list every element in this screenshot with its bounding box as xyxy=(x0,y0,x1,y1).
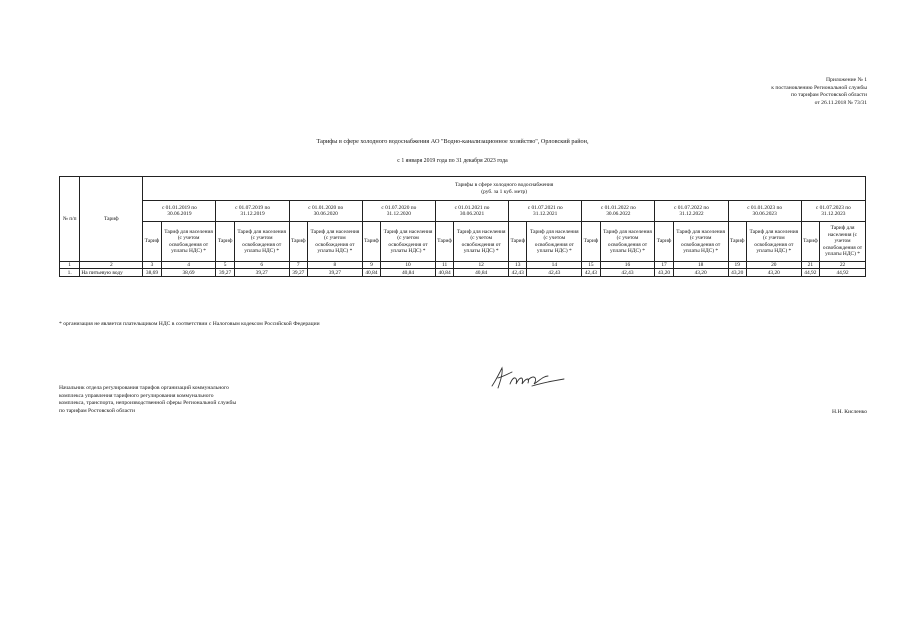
subheader-population-tariff: Тариф для населения (с учетом освобождения от уплаты НДС) * xyxy=(381,222,436,262)
tariff-value: 42,43 xyxy=(582,269,600,277)
tariff-value: 42,43 xyxy=(509,269,527,277)
subheader-tariff: Тариф xyxy=(509,222,527,262)
subheader-population-tariff: Тариф для населения (с учетом освобождения от уплаты НДС) * xyxy=(673,222,728,262)
tariff-value: 44,92 xyxy=(801,269,819,277)
tariff-value: 40,84 xyxy=(362,269,380,277)
column-number: 4 xyxy=(161,262,216,269)
table-header-subcolumns xyxy=(60,222,866,262)
period-end: 30.06.2023 xyxy=(752,211,777,217)
footer-line-1: Начальник отдела регулирования тарифов организаций коммунального xyxy=(59,385,229,391)
column-number: 6 xyxy=(234,262,289,269)
period-start: с 01.01.2022 по xyxy=(600,204,636,211)
row-num: 1. xyxy=(60,269,80,277)
period-header xyxy=(728,201,801,222)
period-header xyxy=(655,201,728,222)
subheader-tariff: Тариф xyxy=(801,222,819,262)
column-number: 12 xyxy=(454,262,509,269)
header-num: № п/п xyxy=(60,177,80,262)
annex-line-4: от 26.11.2018 № 73/31 xyxy=(814,99,867,106)
tariff-table xyxy=(59,176,866,277)
tariff-value: 40,84 xyxy=(454,269,509,277)
subheader-population-tariff: Тариф для населения (с учетом освобождения от уплаты НДС) * xyxy=(527,222,582,262)
table-row xyxy=(60,269,866,277)
tariff-value: 43,20 xyxy=(728,269,746,277)
tariff-value: 43,20 xyxy=(655,269,673,277)
column-number: 11 xyxy=(435,262,453,269)
tariff-value: 43,20 xyxy=(673,269,728,277)
column-number: 10 xyxy=(381,262,436,269)
column-number: 17 xyxy=(655,262,673,269)
period-start: с 01.01.2023 по xyxy=(747,204,783,211)
period-start: с 01.01.2020 по xyxy=(308,204,344,211)
period-header xyxy=(582,201,655,222)
column-number: 3 xyxy=(143,262,161,269)
period-end: 31.12.2020 xyxy=(386,211,411,217)
period-end: 31.12.2019 xyxy=(240,211,265,217)
subheader-population-tariff: Тариф для населения (с учетом освобождения от уплаты НДС) * xyxy=(234,222,289,262)
subheader-tariff: Тариф xyxy=(216,222,234,262)
column-number: 21 xyxy=(801,262,819,269)
column-number: 13 xyxy=(509,262,527,269)
period-start: с 01.01.2021 по xyxy=(454,204,490,211)
subheader-tariff: Тариф xyxy=(728,222,746,262)
subheader-population-tariff: Тариф для населения (с учетом освобождения от уплаты НДС) * xyxy=(307,222,362,262)
signer-name: Н.Н. Кисленко xyxy=(832,409,867,415)
footer-line-4: по тарифам Ростовской области xyxy=(59,407,135,414)
footer-line-3: комплекса, транспорта, непроизводственной сферы Региональной службы xyxy=(59,400,237,407)
document-period: с 1 января 2019 года по 31 декабря 2023 года xyxy=(397,158,508,164)
subheader-population-tariff: Тариф для населения (с учетом освобождения от уплаты НДС) * xyxy=(820,222,866,262)
column-number: 7 xyxy=(289,262,307,269)
period-header xyxy=(509,201,582,222)
subheader-population-tariff: Тариф для населения (с учетом освобождения от уплаты НДС) * xyxy=(746,222,801,262)
tariff-value: 40,84 xyxy=(381,269,436,277)
column-number: 1 xyxy=(60,262,80,269)
vat-note: * организация не является плательщиком НДС в соответствии с Налоговым кодексом Российской Федерации xyxy=(59,321,320,327)
period-end: 30.06.2022 xyxy=(606,211,631,217)
table-header-row-1 xyxy=(60,177,866,201)
table-numbering-row xyxy=(60,262,866,269)
column-number: 8 xyxy=(307,262,362,269)
tariff-value: 38,69 xyxy=(143,269,161,277)
period-header xyxy=(143,201,216,222)
column-number: 22 xyxy=(820,262,866,269)
period-end: 31.12.2023 xyxy=(821,211,846,217)
header-group-line-1: Тарифы в сфере холодного водоснабжения xyxy=(455,182,554,189)
column-number: 19 xyxy=(728,262,746,269)
period-start: с 01.07.2021 по xyxy=(527,204,563,211)
period-header xyxy=(216,201,289,222)
signature-icon xyxy=(488,364,568,392)
period-end: 30.06.2021 xyxy=(459,211,485,217)
period-end: 31.12.2021 xyxy=(533,211,558,217)
subheader-population-tariff: Тариф для населения (с учетом освобождения от уплаты НДС) * xyxy=(454,222,509,262)
column-number: 14 xyxy=(527,262,582,269)
period-header xyxy=(801,201,865,222)
period-end: 30.06.2020 xyxy=(313,211,338,217)
column-number: 9 xyxy=(362,262,380,269)
column-number: 5 xyxy=(216,262,234,269)
period-start: с 01.07.2023 по xyxy=(815,204,851,211)
footer-position xyxy=(59,385,236,415)
period-header xyxy=(362,201,435,222)
annex-line-3: по тарифам Ростовской области xyxy=(791,92,867,99)
document-title: Тарифы в сфере холодного водоснабжения АО "Водно-канализационное хозяйство", Орловский район, xyxy=(316,138,589,145)
tariff-value: 39,27 xyxy=(307,269,362,277)
tariff-value: 39,27 xyxy=(216,269,234,277)
period-header xyxy=(289,201,362,222)
period-header xyxy=(435,201,508,222)
table-header-periods xyxy=(60,201,866,222)
period-start: с 01.01.2019 по xyxy=(161,204,197,211)
period-start: с 01.07.2020 по xyxy=(381,204,417,211)
column-number: 16 xyxy=(600,262,655,269)
subheader-tariff: Тариф xyxy=(143,222,161,262)
column-number: 15 xyxy=(582,262,600,269)
tariff-value: 40,84 xyxy=(435,269,453,277)
subheader-tariff: Тариф xyxy=(435,222,453,262)
period-start: с 01.07.2019 по xyxy=(235,204,271,211)
annex-line-1: Приложение № 1 xyxy=(826,77,867,83)
tariff-value: 44,92 xyxy=(820,269,866,277)
column-number: 18 xyxy=(673,262,728,269)
subheader-tariff: Тариф xyxy=(362,222,380,262)
period-end: 30.06.2019 xyxy=(167,211,192,217)
column-number: 20 xyxy=(746,262,801,269)
header-tariff: Тариф xyxy=(80,177,143,262)
tariff-value: 38,69 xyxy=(161,269,216,277)
subheader-tariff: Тариф xyxy=(655,222,673,262)
subheader-tariff: Тариф xyxy=(582,222,600,262)
row-name: На питьевую воду xyxy=(80,269,143,277)
annex-header xyxy=(771,77,867,107)
subheader-tariff: Тариф xyxy=(289,222,307,262)
subheader-population-tariff: Тариф для населения (с учетом освобождения от уплаты НДС) * xyxy=(161,222,216,262)
annex-line-2: к постановлению Региональной службы xyxy=(771,84,867,91)
tariff-value: 42,43 xyxy=(527,269,582,277)
header-group xyxy=(143,177,866,201)
tariff-value: 43,20 xyxy=(746,269,801,277)
header-group-line-2: (руб. за 1 куб. метр) xyxy=(481,188,528,195)
tariff-value: 39,27 xyxy=(289,269,307,277)
period-start: с 01.07.2022 по xyxy=(674,204,709,211)
column-number: 2 xyxy=(80,262,143,269)
footer-line-2: комплекса управления тарифного регулирования коммунального xyxy=(59,392,214,399)
tariff-value: 42,43 xyxy=(600,269,655,277)
tariff-value: 39,27 xyxy=(234,269,289,277)
period-end: 31.12.2022 xyxy=(679,211,704,217)
subheader-population-tariff: Тариф для населения (с учетом освобождения от уплаты НДС) * xyxy=(600,222,655,262)
